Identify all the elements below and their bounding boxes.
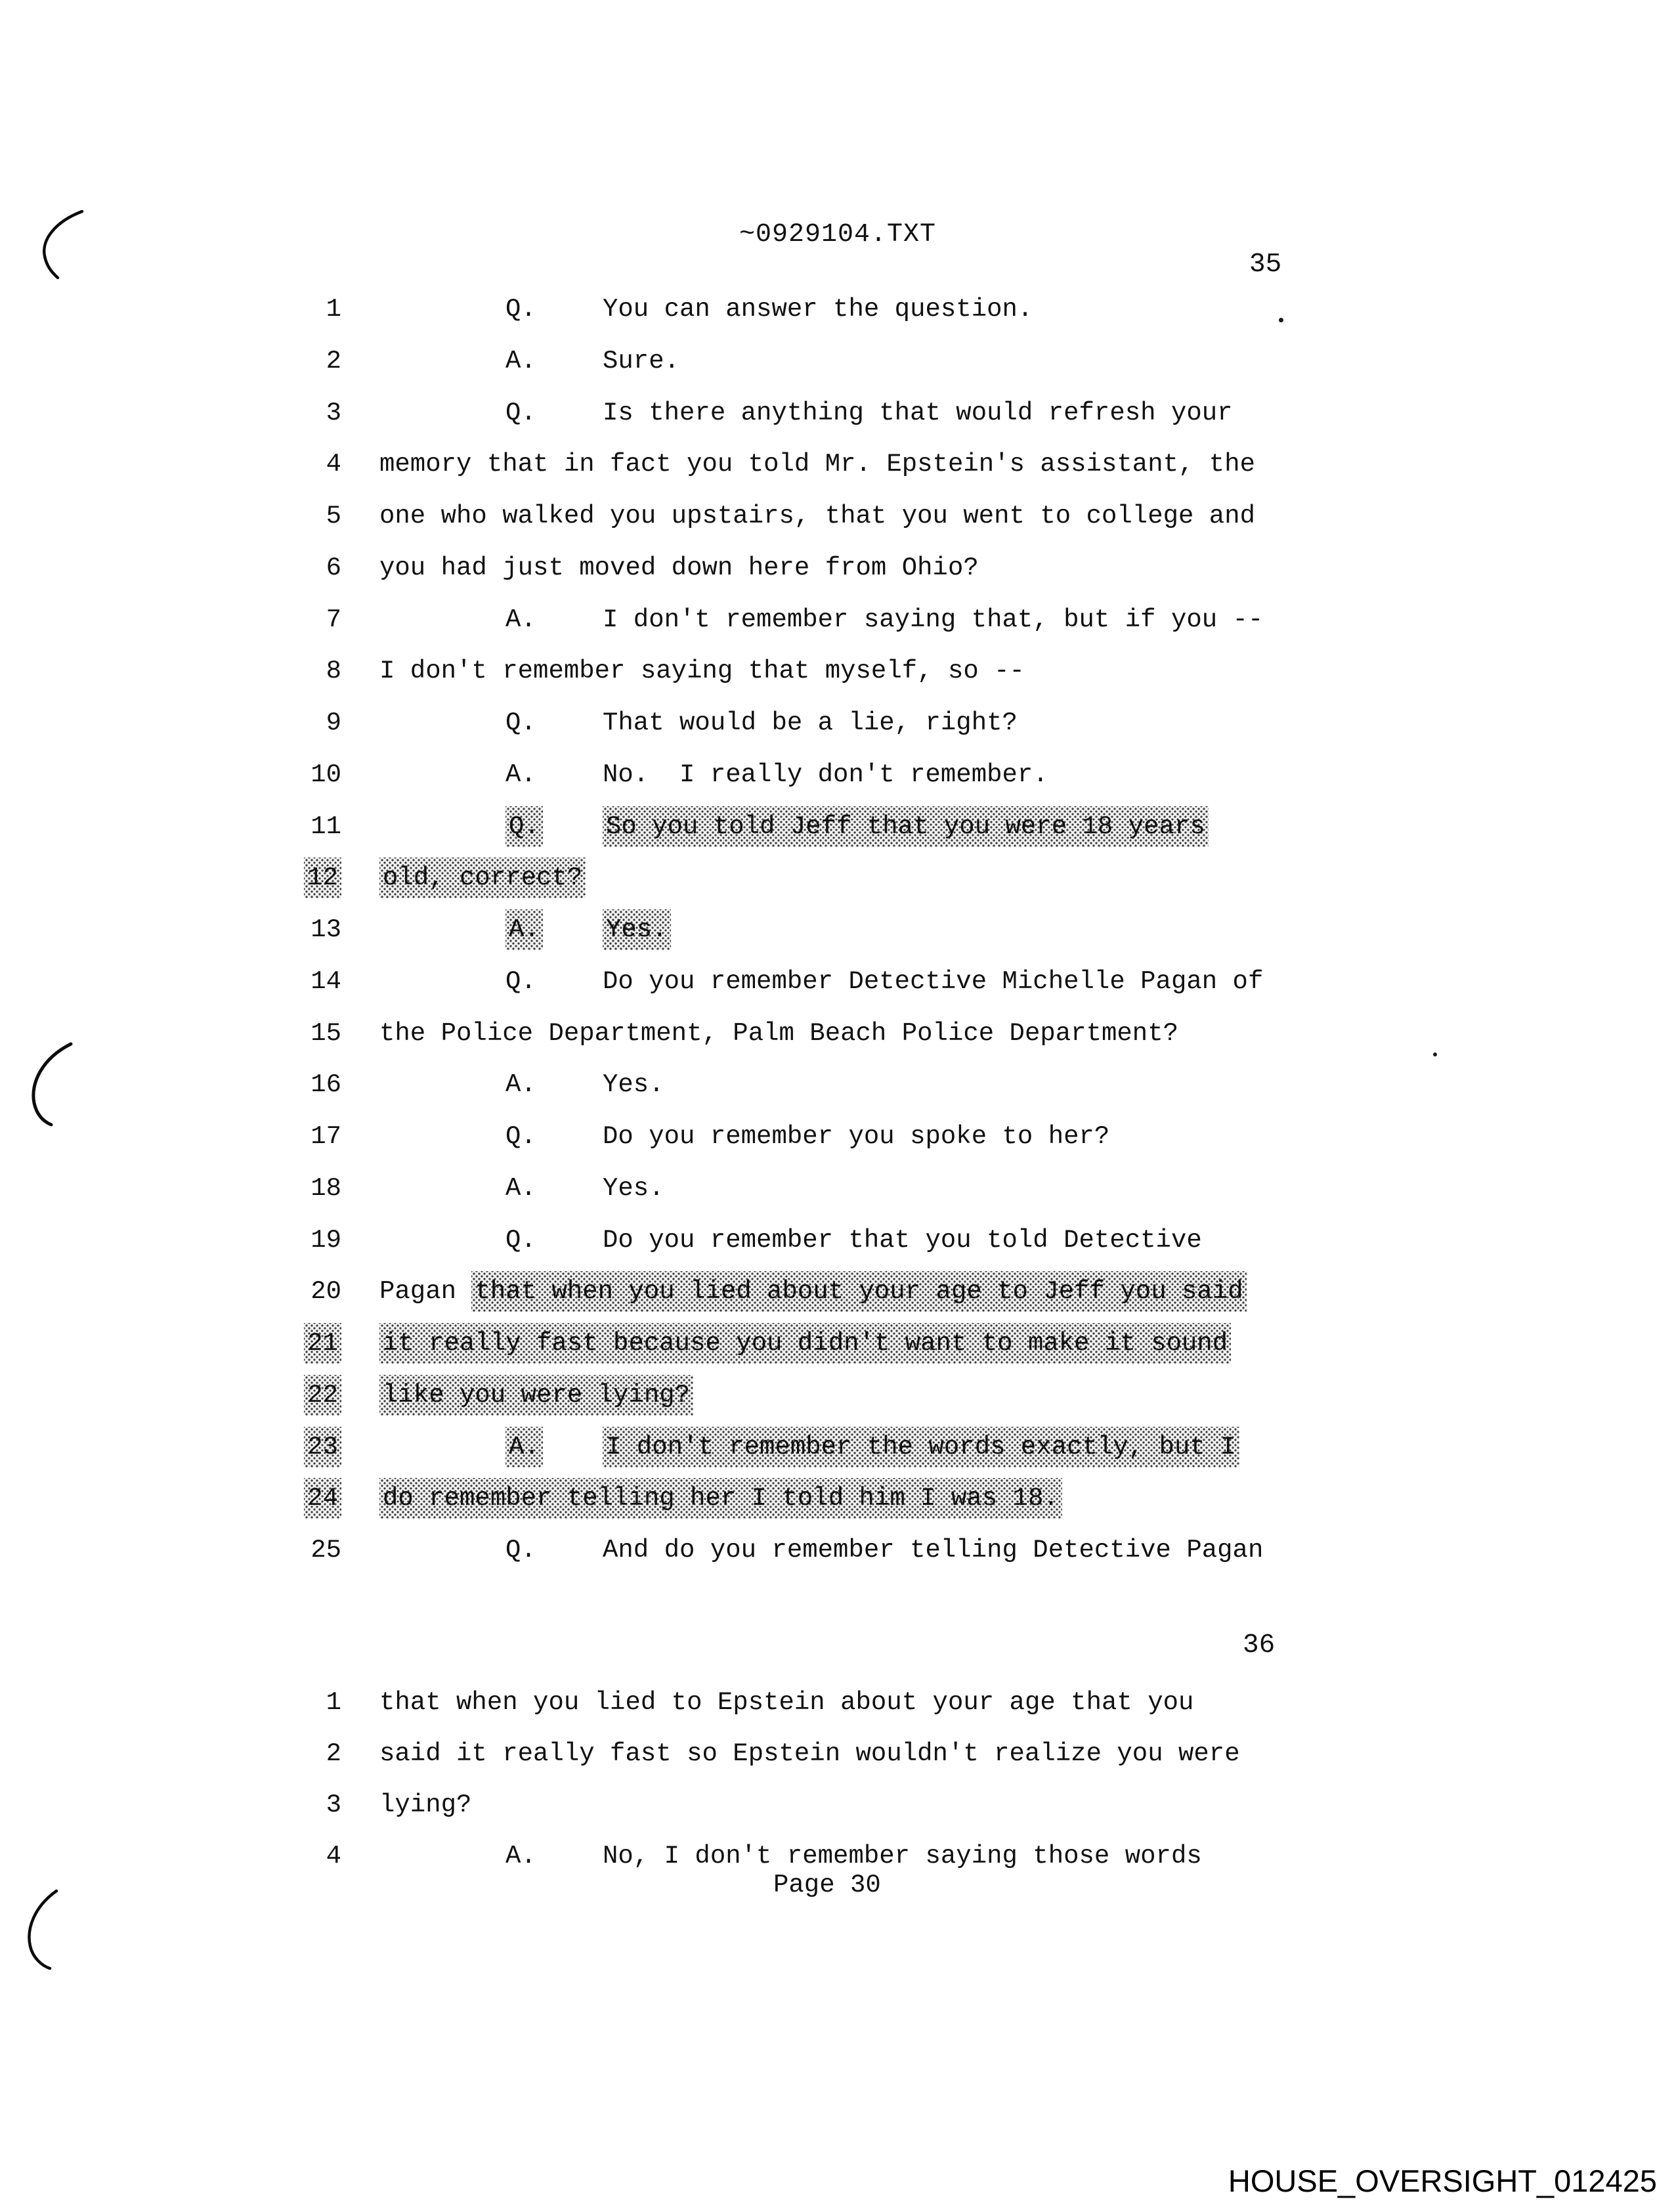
speaker-label: Q. [505, 398, 536, 427]
transcript-line [0, 1377, 1674, 1414]
line-number: 10 [311, 760, 341, 789]
transcript-line [0, 1222, 1674, 1259]
transcript-line [0, 1170, 1674, 1207]
transcript-line [0, 963, 1674, 1000]
transcript-line [0, 1532, 1674, 1569]
line-number: 14 [311, 966, 341, 996]
speaker-label: A. [505, 346, 536, 376]
speaker-label [505, 808, 543, 845]
line-number: 16 [311, 1070, 341, 1100]
line-text [379, 1377, 693, 1414]
highlighted-text: A. [505, 1427, 543, 1467]
line-number: 13 [311, 915, 341, 944]
line-number: 6 [326, 553, 341, 582]
line-text: I don't remember saying that, but if you -- [603, 605, 1264, 634]
speaker-label [505, 1429, 543, 1465]
speaker-label: Q. [505, 295, 536, 324]
line-text [379, 1325, 1231, 1362]
line-number: 3 [326, 398, 341, 427]
bates-number: HOUSE_OVERSIGHT_012425 [1228, 2163, 1657, 2198]
line-number: 8 [326, 657, 341, 686]
line-number: 5 [326, 502, 341, 531]
line-text [603, 808, 1209, 845]
speaker-label: A. [505, 1173, 536, 1203]
line-text: Do you remember Detective Michelle Pagan of [603, 966, 1264, 996]
speaker-label: A. [505, 760, 536, 789]
highlighted-text: 21 [304, 1323, 341, 1364]
line-text: the Police Department, Palm Beach Police Department? [379, 1018, 1178, 1048]
line-text: said it really fast so Epstein wouldn't realize you were [379, 1739, 1240, 1768]
line-text: Yes. [603, 1173, 664, 1203]
line-number [268, 859, 341, 896]
line-text: And do you remember telling Detective Pagan [603, 1536, 1264, 1565]
speaker-label: A. [505, 1070, 536, 1100]
speaker-label: Q. [505, 966, 536, 996]
line-number: 1 [326, 295, 341, 324]
highlighted-text: I don't remember the words exactly, but I [603, 1427, 1239, 1467]
transcript-line [0, 446, 1674, 483]
line-number: 1 [326, 1688, 341, 1717]
speaker-label: A. [505, 1842, 536, 1871]
line-text: you had just moved down here from Ohio? [379, 553, 979, 582]
line-number: 4 [326, 450, 341, 479]
transcript-line [0, 1429, 1674, 1465]
line-text: No. I really don't remember. [603, 760, 1048, 789]
transcript-line [0, 1787, 1674, 1823]
line-text: one who walked you upstairs, that you went to college and [379, 502, 1256, 531]
speaker-label: A. [505, 605, 536, 634]
line-number: 17 [311, 1122, 341, 1151]
line-text: Is there anything that would refresh your [603, 398, 1233, 427]
highlighted-text: 12 [304, 857, 341, 898]
line-text: Do you remember that you told Detective [603, 1225, 1202, 1255]
highlighted-text: 22 [304, 1375, 341, 1416]
highlighted-text: it really fast because you didn't want to make it sound [379, 1323, 1231, 1364]
line-number: 15 [311, 1018, 341, 1048]
highlighted-text: like you were lying? [379, 1375, 693, 1416]
line-number: 2 [326, 346, 341, 376]
line-text: that when you lied to Epstein about your age that you [379, 1688, 1194, 1717]
line-text: Pagan that when you lied about your age to Jeff you said [379, 1273, 1247, 1310]
scan-artifact-dot [1433, 1052, 1437, 1056]
highlighted-text: that when you lied about your age to Jeff you said [471, 1271, 1246, 1312]
highlighted-text: old, correct? [379, 857, 586, 898]
page-number-35: 35 [1249, 249, 1282, 280]
transcript-line [0, 343, 1674, 380]
line-text: I don't remember saying that myself, so -- [379, 657, 1025, 686]
transcript-line [0, 1015, 1674, 1052]
line-text: No, I don't remember saying those words [603, 1842, 1202, 1871]
line-number: 18 [311, 1173, 341, 1203]
line-text: Do you remember you spoke to her? [603, 1122, 1110, 1151]
transcript-line [0, 1066, 1674, 1103]
page-number-36: 36 [1243, 1630, 1276, 1660]
line-number: 20 [311, 1277, 341, 1307]
line-number [268, 1429, 341, 1465]
line-text: You can answer the question. [603, 295, 1033, 324]
line-number: 3 [326, 1790, 341, 1819]
line-number: 7 [326, 605, 341, 634]
transcript-line [0, 601, 1674, 638]
transcript-line [0, 756, 1674, 793]
speaker-label: Q. [505, 1122, 536, 1151]
speaker-label: Q. [505, 708, 536, 737]
line-number: 2 [326, 1739, 341, 1768]
transcript-line [0, 808, 1674, 845]
page-footer-label: Page 30 [773, 1871, 881, 1899]
line-text [603, 911, 671, 948]
transcript-line [0, 1684, 1674, 1721]
line-number [268, 1480, 341, 1517]
line-text: memory that in fact you told Mr. Epstein's assistant, the [379, 450, 1256, 479]
speaker-label: Q. [505, 1225, 536, 1255]
transcript-line [0, 911, 1674, 948]
line-number: 11 [311, 812, 341, 841]
line-number [268, 1325, 341, 1362]
line-number [268, 1377, 341, 1414]
transcript-line [0, 859, 1674, 896]
transcript-line [0, 1735, 1674, 1772]
transcript-line [0, 1325, 1674, 1362]
highlighted-text: Yes. [603, 909, 671, 950]
line-text: lying? [379, 1790, 472, 1819]
highlighted-text: do remember telling her I told him I was 18. [379, 1478, 1062, 1519]
transcript-line [0, 653, 1674, 689]
speaker-label: Q. [505, 1536, 536, 1565]
highlighted-text: Q. [505, 806, 543, 847]
transcript-line [0, 705, 1674, 741]
transcript-line [0, 1273, 1674, 1310]
transcript-line [0, 395, 1674, 431]
line-number: 25 [311, 1536, 341, 1565]
transcript-line [0, 291, 1674, 328]
line-number: 19 [311, 1225, 341, 1255]
transcript-line [0, 1118, 1674, 1155]
scan-artifact-arc [25, 1884, 71, 1973]
highlighted-text: 23 [304, 1427, 341, 1467]
line-number: 9 [326, 708, 341, 737]
line-number: 4 [326, 1842, 341, 1871]
line-text: Yes. [603, 1070, 664, 1100]
line-text [379, 859, 586, 896]
line-text: That would be a lie, right? [603, 708, 1018, 737]
highlighted-text: So you told Jeff that you were 18 years [603, 806, 1209, 847]
transcript-line [0, 498, 1674, 534]
highlighted-text: 24 [304, 1478, 341, 1519]
document-title: ~0929104.TXT [739, 220, 937, 249]
speaker-label [505, 911, 543, 948]
line-text [379, 1480, 1062, 1517]
scan-artifact-arc [36, 204, 92, 286]
highlighted-text: A. [505, 909, 543, 950]
line-text: Sure. [603, 346, 680, 376]
line-text [603, 1429, 1239, 1465]
transcript-line [0, 1480, 1674, 1517]
transcript-line [0, 550, 1674, 586]
